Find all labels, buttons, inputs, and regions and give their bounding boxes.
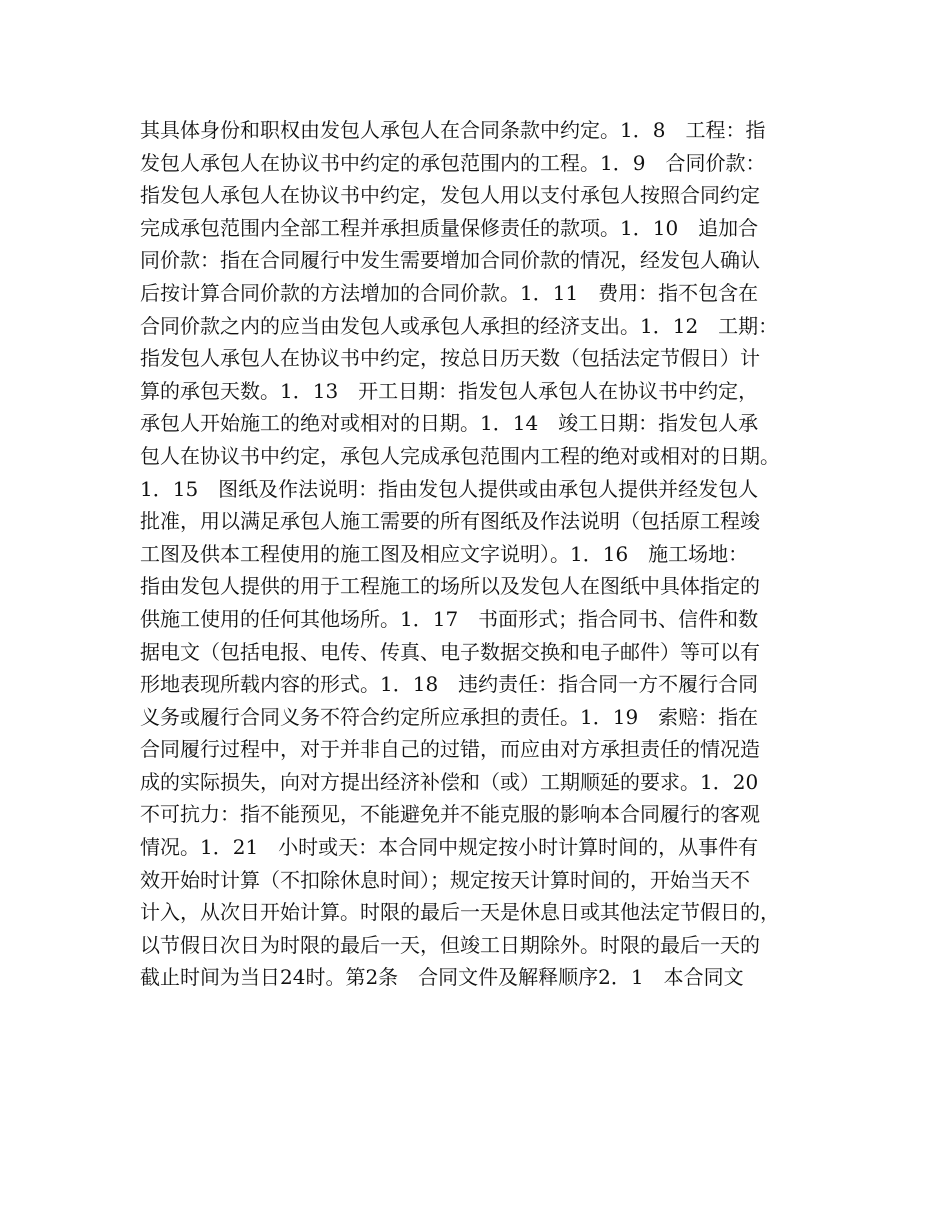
text-line: 承包人开始施工的绝对或相对的日期。1．14 竣工日期：指发包人承	[140, 411, 759, 436]
text-line: 截止时间为当日24时。第2条 合同文件及解释顺序2．1 本合同文	[140, 965, 744, 990]
text-line: 同价款：指在合同履行中发生需要增加合同价款的情况，经发包人确认	[140, 248, 760, 273]
text-line: 其具体身份和职权由发包人承包人在合同条款中约定。1．8 工程：指	[140, 118, 766, 142]
text-line: 成的实际损失，向对方提出经济补偿和（或）工期顺延的要求。1．20	[140, 769, 759, 794]
text-line: 据电文（包括电报、电传、传真、电子数据交换和电子邮件）等可以有	[140, 639, 760, 664]
text-line: 不可抗力：指不能预见，不能避免并不能克服的影响本合同履行的客观	[140, 802, 760, 827]
text-line: 形地表现所载内容的形式。1．18 违约责任：指合同一方不履行合同	[140, 672, 759, 697]
text-line: 情况。1．21 小时或天：本合同中规定按小时计算时间的，从事件有	[140, 835, 759, 860]
text-line: 工图及供本工程使用的施工图及相应文字说明）。1．16 施工场地：	[140, 541, 749, 566]
text-line: 计入，从次日开始计算。时限的最后一天是休息日或其他法定节假日的，	[140, 900, 780, 925]
text-line: 指由发包人提供的用于工程施工的场所以及发包人在图纸中具体指定的	[140, 574, 760, 599]
text-line: 以节假日次日为时限的最后一天，但竣工日期除外。时限的最后一天的	[140, 932, 760, 957]
text-line: 算的承包天数。1．13 开工日期：指发包人承包人在协议书中约定，	[140, 378, 759, 403]
text-line: 完成承包范围内全部工程并承担质量保修责任的款项。1．10 追加合	[140, 215, 759, 240]
text-line: 义务或履行合同义务不符合约定所应承担的责任。1．19 索赔：指在	[140, 704, 759, 729]
text-line: 供施工使用的任何其他场所。1．17 书面形式；指合同书、信件和数	[140, 606, 759, 631]
text-line: 发包人承包人在协议书中约定的承包范围内的工程。1．9 合同价款：	[140, 150, 766, 175]
text-line: 合同履行过程中，对于并非自己的过错，而应由对方承担责任的情况造	[140, 737, 760, 762]
text-line: 合同价款之内的应当由发包人或承包人承担的经济支出。1．12 工期：	[140, 313, 779, 338]
text-line: 指发包人承包人在协议书中约定，发包人用以支付承包人按照合同约定	[140, 183, 760, 208]
text-line: 后按计算合同价款的方法增加的合同价款。1．11 费用：指不包含在	[140, 280, 759, 305]
text-line: 指发包人承包人在协议书中约定，按总日历天数（包括法定节假日）计	[140, 346, 760, 371]
text-line: 包人在协议书中约定，承包人完成承包范围内工程的绝对或相对的日期。	[140, 443, 780, 468]
text-line: 效开始时计算（不扣除休息时间）；规定按天计算时间的，开始当天不	[140, 867, 750, 892]
text-line: 1．15 图纸及作法说明：指由发包人提供或由承包人提供并经发包人	[140, 476, 759, 501]
text-line: 批准，用以满足承包人施工需要的所有图纸及作法说明（包括原工程竣	[140, 509, 760, 534]
body-text	[140, 114, 820, 994]
